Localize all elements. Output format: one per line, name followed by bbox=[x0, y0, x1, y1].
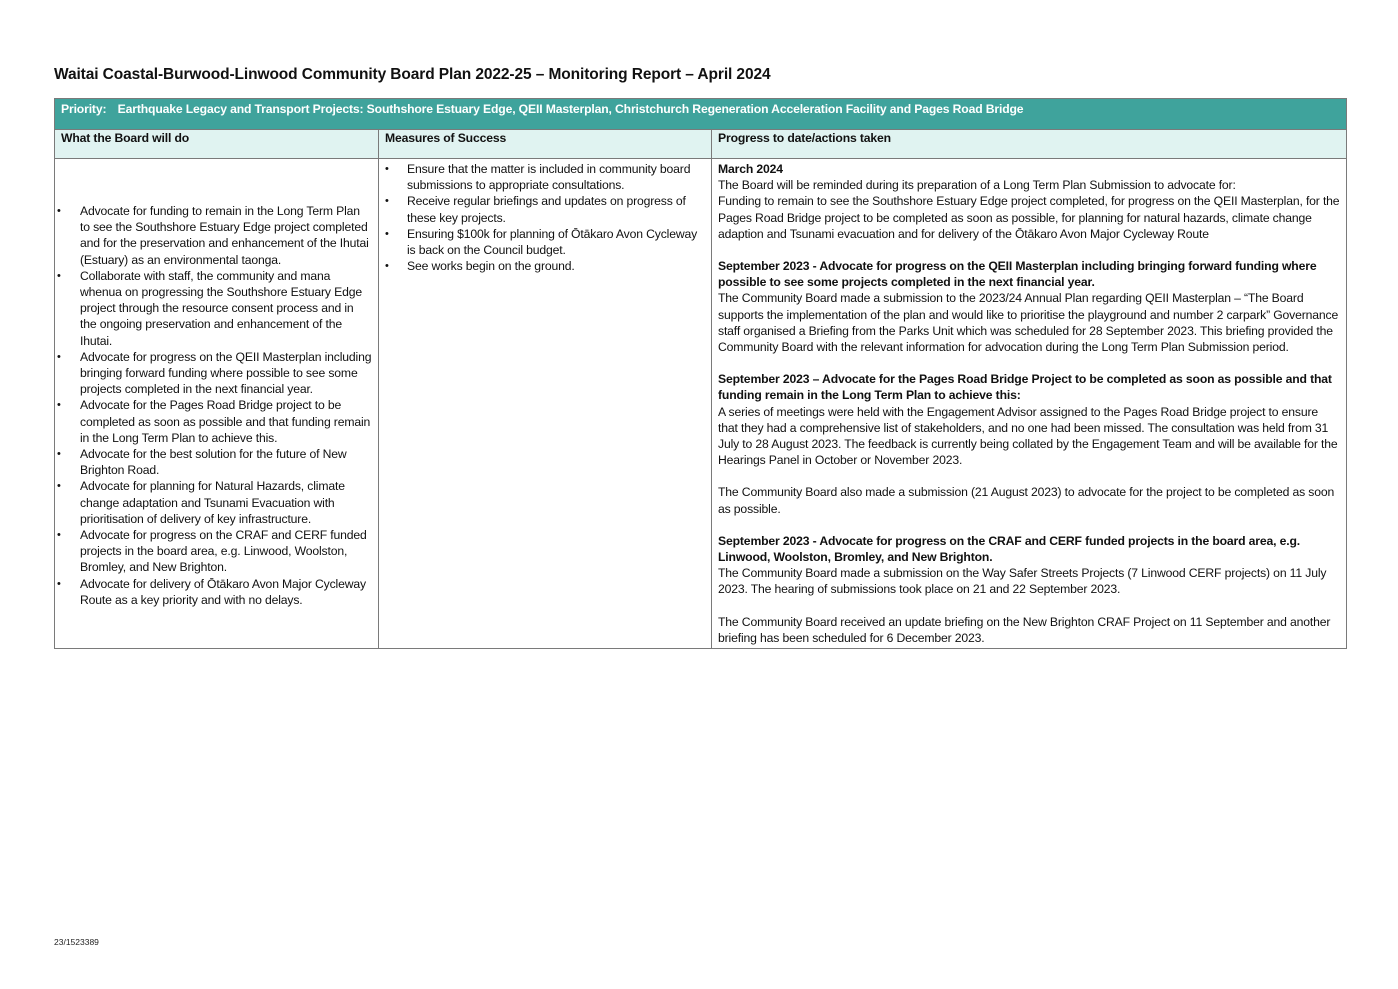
list-item: • Advocate for funding to remain in the Long Term Plan to see the Southshore Estuary Edge project completed and for the preservation and enhancement of the Ihutai (Estuary) as an environmental taonga. bbox=[57, 203, 372, 268]
progress-paragraph: The Board will be reminded during its preparation of a Long Term Plan Submission to advocate for: bbox=[718, 178, 1236, 193]
progress-heading-march: March 2024 bbox=[718, 162, 783, 176]
priority-label: Priority: bbox=[61, 102, 107, 116]
progress-heading-craf-cerf: September 2023 - Advocate for progress on the CRAF and CERF funded projects in the board area, e.g. Linwood, Woolston, Bromley, and New Brighton. bbox=[718, 533, 1300, 565]
progress-paragraph: The Community Board received an update briefing on the New Brighton CRAF Project on 11 September and another briefing has been scheduled for 6 December 2023. bbox=[718, 614, 1331, 645]
list-item: • Receive regular briefings and updates on progress of these key projects. bbox=[385, 193, 705, 225]
priority-text: Earthquake Legacy and Transport Projects: Southshore Estuary Edge, QEII Masterplan, Christchurch Regeneration Acceleration Facility and Pages Road Bridge bbox=[117, 102, 1024, 116]
priority-row bbox=[55, 99, 1347, 130]
progress-heading-pages-road: September 2023 – Advocate for the Pages Road Bridge Project to be completed as soon as possible and that funding remain in the Long Term Plan to achieve this: bbox=[718, 372, 1332, 403]
progress-paragraph: The Community Board made a submission to the 2023/24 Annual Plan regarding QEII Masterplan – “The Board supports the implementation of the plan and would like to prioritise the playground and number 2 carpark” Governance staff organised a Briefing from the Parks Unit which was scheduled for 28 September 2023. This briefing provided the Community Board with the relevant information for advocation during the Long Term Plan Submission period. bbox=[718, 291, 1339, 355]
header-row bbox=[55, 130, 1347, 159]
list-item: • Advocate for progress on the QEII Masterplan including bringing forward funding where possible to see some projects completed in the next financial year. bbox=[57, 349, 372, 398]
priority-cell bbox=[55, 99, 1347, 130]
list-item: • See works begin on the ground. bbox=[385, 258, 705, 274]
progress-cell bbox=[712, 159, 1347, 649]
list-item: • Advocate for delivery of Ōtākaro Avon Major Cycleway Route as a key priority and with no delays. bbox=[57, 576, 372, 608]
progress-paragraph: The Community Board made a submission on the Way Safer Streets Projects (7 Linwood CERF projects) on 11 July 2023. The hearing of submissions took place on 21 and 22 September 2023. bbox=[718, 566, 1327, 597]
list-item: • Collaborate with staff, the community and mana whenua on progressing the Southshore Estuary Edge project through the resource consent process and in the ongoing preservation and enhancement of the Ihutai. bbox=[57, 268, 372, 349]
document-reference: 23/1523389 bbox=[54, 937, 99, 947]
what-list bbox=[57, 203, 372, 608]
progress-paragraph: The Community Board also made a submission (21 August 2023) to advocate for the project to be completed as soon as possible. bbox=[718, 485, 1335, 516]
column-header-what: What the Board will do bbox=[55, 130, 379, 159]
progress-paragraph: A series of meetings were held with the Engagement Advisor assigned to the Pages Road Bridge project to ensure that they had a comprehensive list of stakeholders, and no one had been missed. The consultation was held from 31 July to 28 August 2023. The feedback is currently being collated by the Engagement Team and will be available for the Hearings Panel in October or November 2023. bbox=[718, 404, 1338, 468]
list-item: • Ensure that the matter is included in community board submissions to appropriate consultations. bbox=[385, 161, 705, 193]
list-item: • Ensuring $100k for planning of Ōtākaro Avon Cycleway is back on the Council budget. bbox=[385, 226, 705, 258]
board-plan-table bbox=[54, 98, 1347, 649]
column-header-measures: Measures of Success bbox=[379, 130, 712, 159]
list-item: • Advocate for the best solution for the future of New Brighton Road. bbox=[57, 446, 372, 478]
column-header-progress: Progress to date/actions taken bbox=[712, 130, 1347, 159]
measures-cell bbox=[379, 159, 712, 649]
progress-heading-qeii: September 2023 - Advocate for progress on the QEII Masterplan including bringing forward funding where possible to see some projects completed in the next financial year. bbox=[718, 259, 1317, 290]
list-item: • Advocate for the Pages Road Bridge project to be completed as soon as possible and that funding remain in the Long Term Plan to achieve this. bbox=[57, 397, 372, 446]
list-item: • Advocate for progress on the CRAF and CERF funded projects in the board area, e.g. Linwood, Woolston, Bromley, and New Brighton. bbox=[57, 527, 372, 576]
measures-list bbox=[385, 161, 705, 274]
content-row bbox=[55, 159, 1347, 649]
progress-paragraph: Funding to remain to see the Southshore Estuary Edge project completed, for progress on the QEII Masterplan, for the Pages Road Bridge project to be completed as soon as possible, for planning for natural hazards, climate change adaption and Tsunami evacuation and for delivery of the Ōtākaro Avon Major Cycleway Route bbox=[718, 194, 1340, 241]
list-item: • Advocate for planning for Natural Hazards, climate change adaptation and Tsunami Evacuation with prioritisation of delivery of key infrastructure. bbox=[57, 478, 372, 527]
what-cell bbox=[55, 159, 379, 649]
report-title: Waitai Coastal-Burwood-Linwood Community Board Plan 2022-25 – Monitoring Report – April 2024 bbox=[54, 66, 771, 83]
